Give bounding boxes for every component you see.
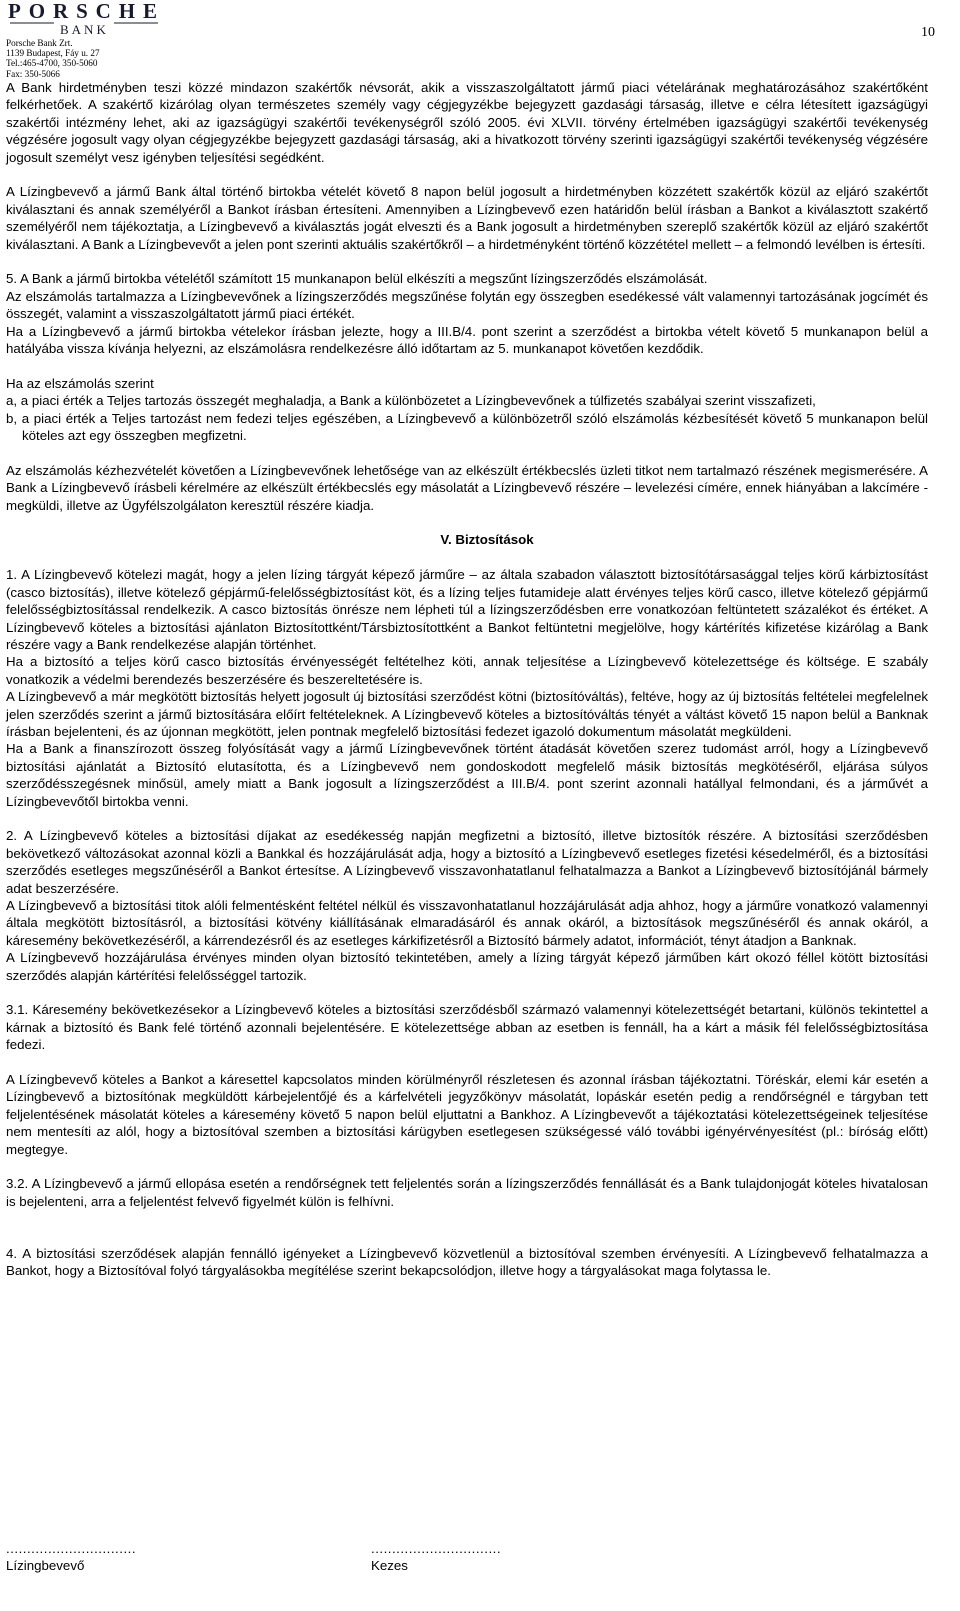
spacer [6, 1228, 928, 1245]
address-line: Porsche Bank Zrt. [6, 38, 73, 48]
porsche-bank-logo [6, 0, 166, 82]
list-item: a, a piaci érték a Teljes tartozás összegét meghaladja, a Bank a különbözetet a Lízingbevevőnek a túlfizetés szabályai szerint visszafizeti, [6, 393, 816, 409]
paragraph: A Bank hirdetményben teszi közzé mindazon szakértők névsorát, akik a visszaszolgáltatott jármű piaci vételárának meghatározásához szakértőként felkérhetőek. A szakértő kizárólag olyan természetes személy vagy cégjegyzékbe bejegyzett gazdasági társaság, illetve e célra létesített igazságügyi szakértői intézmény lehet, aki az igazságügyi szakértői tevékenységről szóló 2005. évi XLVII. törvény értelmében igazságügyi szakértői tevékenység végzésére jogosult vagy olyan cégjegyzékbe bejegyzett gazdasági társaság, aki a hivatkozott törvény szerinti igazságügyi szakértői tevékenység végzésére jogosult személyt vesz igényben teljesítési segédként. [6, 80, 928, 165]
address-line: Fax: 350-5066 [6, 68, 60, 79]
page-number: 10 [921, 25, 935, 40]
paragraph: Ha a Lízingbevevő a jármű birtokba vételekor írásban jelezte, hogy a III.B/4. pont szerint a szerződést a birtokba vételt követő 5 munkanapon belül a hatályába vissza kívánja helyezni, az elszámolásra rendelkezésre álló időtartam az 5. munkanapot követően kezdődik. [6, 323, 928, 357]
paragraph: Az elszámolás tartalmazza a Lízingbevevőnek a lízingszerződés megszűnése folytán egy összegben esedékessé vált valamennyi tartozásának jogcímét és összegét, valamint a visszaszolgáltatott jármű piaci értékét. [6, 288, 928, 322]
section-heading: V. Biztosítások [440, 532, 534, 548]
logo-wordmark [6, 0, 166, 38]
paragraph: A Lízingbevevő a jármű Bank által történő birtokba vételét követő 8 napon belül jogosult a hirdetményben közzétett szakértők közül az eljáró szakértőt kiválasztani és annak személyéről a Bankot írásban értesíteni. Amennyiben a Lízingbevevő ezen határidőn belül írásban a Bankot a kiválasztott szakértő személyéről nem tájékoztatja, a Lízingbevevő a kiválasztás jogát elveszti és a Bank jogosult a hirdetményben szereplő szakértők közül az eljáró szakértőt kiválasztani. A Bank a Lízingbevevőt a jelen pont szerinti aktuális szakértőkről – a hirdetményként történő közzététel mellett – a felmondó levélben is értesíti. [6, 184, 928, 252]
paragraph: A Lízingbevevő köteles a Bankot a káresettel kapcsolatos minden körülményről részletesen és azonnal írásban tájékoztatni. Töréskár, elemi kár esetén a Lízingbevevő a biztosítónak megküldött kárbejelentőjé és a kárfelvételi jegyzőkönyv másolatát, lopáskár esetén pedig a rendőrségnél e tárgyban tett feljelentésének másolatát köteles a káresemény követő 5 napon belül eljuttatni a Bankhoz. A Lízingbevevőt a tájékoztatási kötelezettségeinek teljesítése nem mentesíti az alól, hogy a biztosítóval szemben a biztosítási kárügyben esetlegesen szükségessé váló további igényérvényesítést (pl.: bíróság előtt) megtegye. [6, 1072, 928, 1157]
logo-name: PORSCHE [8, 0, 158, 23]
signature-dots: ............................... [371, 1541, 502, 1556]
paragraph: A Lízingbevevő a biztosítási titok alóli felmentésként feltétel nélkül és visszavonhatatlanul hozzájárulását adja ahhoz, hogy a járműre vonatkozó valamennyi általa megkötött biztosításról, a biztosítási kötvény kiállításának elmaradásáról és annak okáról, a biztosítások megszűnéséről és annak okáról, a káresemény bekövetkezéséről, a kárrendezésről és az esetleges kárkifizetésről a Biztosító bármely adatot, információt, tényt átadjon a Banknak. [6, 897, 928, 948]
address-line: Tel.:465-4700, 350-5060 [6, 58, 98, 69]
paragraph: 5. A Bank a jármű birtokba vételétől számított 15 munkanapon belül elkészíti a megszűnt lízingszerződés elszámolását. [6, 271, 708, 287]
paragraph: 3.2. A Lízingbevevő a jármű ellopása esetén a rendőrségnek tett feljelentés során a lízingszerződés fennállását és a Bank tulajdonjogát köteles hivatalosan is bejelenteni, arra a feljelentést felvevő figyelmét külön is felhívni. [6, 1176, 928, 1209]
logo-sub: BANK [60, 22, 109, 37]
spacer [6, 444, 928, 461]
bank-address [6, 38, 100, 79]
list-item: b, a piaci érték a Teljes tartozást nem fedezi teljes egészében, a Lízingbevevő a különbözetről szóló elszámolás kézbesítését követő 5 munkanapon belül köteles azt egy összegben megfizetni. [6, 410, 928, 444]
signature-lizingbevevo [6, 1540, 136, 1574]
paragraph: 1. A Lízingbevevő kötelezi magát, hogy a jelen lízing tárgyát képező járműre – az általa szabadon választott biztosítótársasággal teljes körű kárbiztosítást (casco biztosítás), illetve kötelező gépjármű-felelősségbiztosítást köt, és a lízing teljes futamideje alatt érvényes teljes körű casco, illetve kötelező gépjármű felelősségbiztosítással rendelkezik. A casco biztosítás önrésze nem lépheti túl a lízingszerződésben erre vonatkozóan feltüntetett százalékot és értéket. A Lízingbevevő köteles a biztosítási ajánlaton Biztosítottként/Társbiztosítottként a Bankot feltüntetni megjelölve, hogy kártérítés kifizetése kizárólag a Bank részére vagy a Bank rendelkezése alapján történhet. [6, 567, 928, 652]
paragraph: 2. A Lízingbevevő köteles a biztosítási díjakat az esedékesség napján megfizetni a biztosító, illetve biztosítók részére. A biztosítási szerződésben bekövetkező változásokat azonnal közli a Bankkal és hozzájárulását adja, hogy a biztosító a Lízingbevevő esetleges fizetési késedelméről, és a biztosítási szerződés esetleges megszűnéséről a Bankot értesítse. A Lízingbevevő visszavonhatatlanul felhatalmazza a Bankot a Lízingbevevő biztosítójánál bármely adat beszerzésére. [6, 828, 928, 896]
signature-dots: ............................... [6, 1541, 137, 1556]
signature-label: Kezes [371, 1558, 408, 1573]
paragraph: Ha az elszámolás szerint [6, 375, 154, 391]
paragraph: Az elszámolás kézhezvételét követően a Lízingbevevőnek lehetősége van az elkészült értékbecslés üzleti titkot nem tartalmazó részének megismerésére. A Bank a Lízingbevevő írásbeli kérelmére az elkészült értékbecslés egy másolatát a Lízingbevevő részére – levelezési címére, ennek hiányában a lakcímére - megküldi, illetve az Ügyfélszolgálaton keresztül részére kiadja. [6, 462, 928, 513]
signature-kezes [371, 1540, 501, 1574]
paragraph: 3.1. Káresemény bekövetkezésekor a Lízingbevevő köteles a biztosítási szerződésből származó valamennyi kötelezettségét betartani, különös tekintettel a kárnak a biztosító és Bank felé történő azonnali bejelentésére. E kötelezettsége abban az esetben is fennáll, ha a kárt a másik fél felelősségbiztosítása fedezi. [6, 1002, 928, 1053]
document-body [6, 79, 928, 1297]
paragraph: Ha a Bank a finanszírozott összeg folyósítását vagy a jármű Lízingbevevőnek történt átadását követően szerez tudomást arról, hogy a Lízingbevevő biztosítási ajánlatát a Biztosító elutasította, és a Lízingbevevő nem gondoskodott megfelelő másik biztosítás megkötéséről, eljárása súlyos szerződésszegésnek minősül, amely miatt a Bank jogosult a lízingszerződést a III.B/4. pont szerint azonnali hatállyal felmondani, és a járművét a Lízingbevevőtől birtokba venni. [6, 741, 928, 809]
paragraph: A Lízingbevevő a már megkötött biztosítás helyett jogosult új biztosítási szerződést kötni (biztosítóváltás), feltéve, hogy az új biztosítás feltételei megfelelnek jelen szerződés szerint a jármű biztosítására előírt feltételeknek. A Lízingbevevő köteles a biztosítóváltás tényét a váltást követő 15 napon belül a Banknak írásban bejelenteni, és az újonnan megkötött, jelen pontnak megfelelő biztosítási fedezet igazoló dokumentum másolatát megküldeni. [6, 689, 928, 739]
paragraph: Ha a biztosító a teljes körű casco biztosítás érvényességét feltételhez köti, annak teljesítése a Lízingbevevő kötelezettsége és költsége. E szabály vonatkozik a védelmi berendezés beszerzésére és beszereltetésére is. [6, 654, 928, 687]
paragraph: A Lízingbevevő hozzájárulása érvényes minden olyan biztosító tekintetében, amely a lízing tárgyát képező járműben kárt okozó féllel kötött biztosítási szerződés alapján kártérítési felelősséggel tartozik. [6, 950, 928, 983]
address-line: 1139 Budapest, Fáy u. 27 [6, 48, 100, 59]
signature-label: Lízingbevevő [6, 1558, 85, 1573]
paragraph: 4. A biztosítási szerződések alapján fennálló igényeket a Lízingbevevő közvetlenül a biztosítóval szemben érvényesíti. A Lízingbevevő felhatalmazza a Bankot, hogy a Biztosítóval folyó tárgyalásokba megítélése szerint bekapcsolódjon, illetve hogy a tárgyalásokat maga folytassa le. [6, 1246, 928, 1279]
